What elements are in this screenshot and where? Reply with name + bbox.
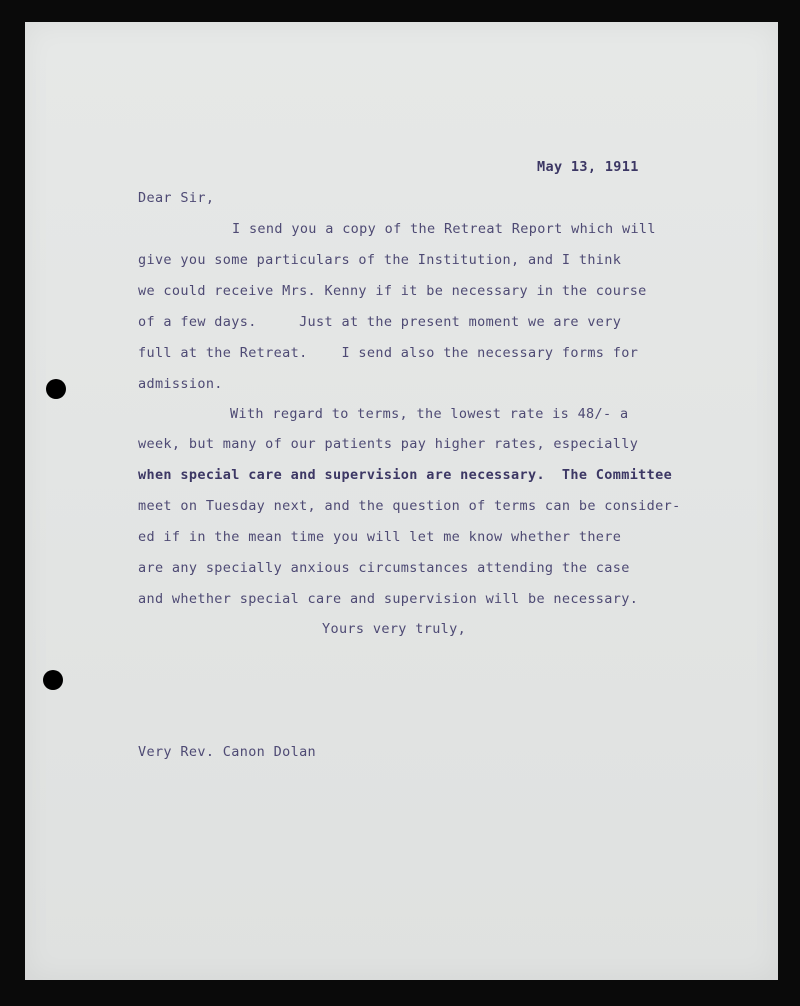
- paragraph2-line: and whether special care and supervision will be necessary.: [138, 591, 639, 607]
- paragraph1-line: full at the Retreat. I send also the necessary forms for: [138, 345, 639, 361]
- paragraph1-line: admission.: [138, 376, 223, 392]
- paragraph1-line: give you some particulars of the Institution, and I think: [138, 252, 622, 268]
- paragraph2-line: meet on Tuesday next, and the question of terms can be consider-: [138, 498, 681, 514]
- recipient: Very Rev. Canon Dolan: [138, 744, 317, 760]
- letter-date: May 13, 1911: [537, 159, 639, 175]
- paragraph1-line: we could receive Mrs. Kenny if it be necessary in the course: [138, 283, 647, 299]
- paragraph2-line: are any specially anxious circumstances attending the case: [138, 560, 630, 576]
- paragraph1-line: of a few days. Just at the present moment we are very: [138, 314, 622, 330]
- punch-hole-bottom: [43, 670, 63, 690]
- paragraph2-line: ed if in the mean time you will let me know whether there: [138, 529, 622, 545]
- punch-hole-top: [46, 379, 66, 399]
- paragraph2-line: when special care and supervision are necessary. The Committee: [138, 467, 673, 483]
- paragraph1-line: I send you a copy of the Retreat Report which will: [232, 221, 656, 237]
- salutation: Dear Sir,: [138, 190, 215, 206]
- paragraph2-line: week, but many of our patients pay higher rates, especially: [138, 436, 639, 452]
- closing: Yours very truly,: [322, 621, 467, 637]
- paragraph2-line: With regard to terms, the lowest rate is 48/- a: [230, 406, 629, 422]
